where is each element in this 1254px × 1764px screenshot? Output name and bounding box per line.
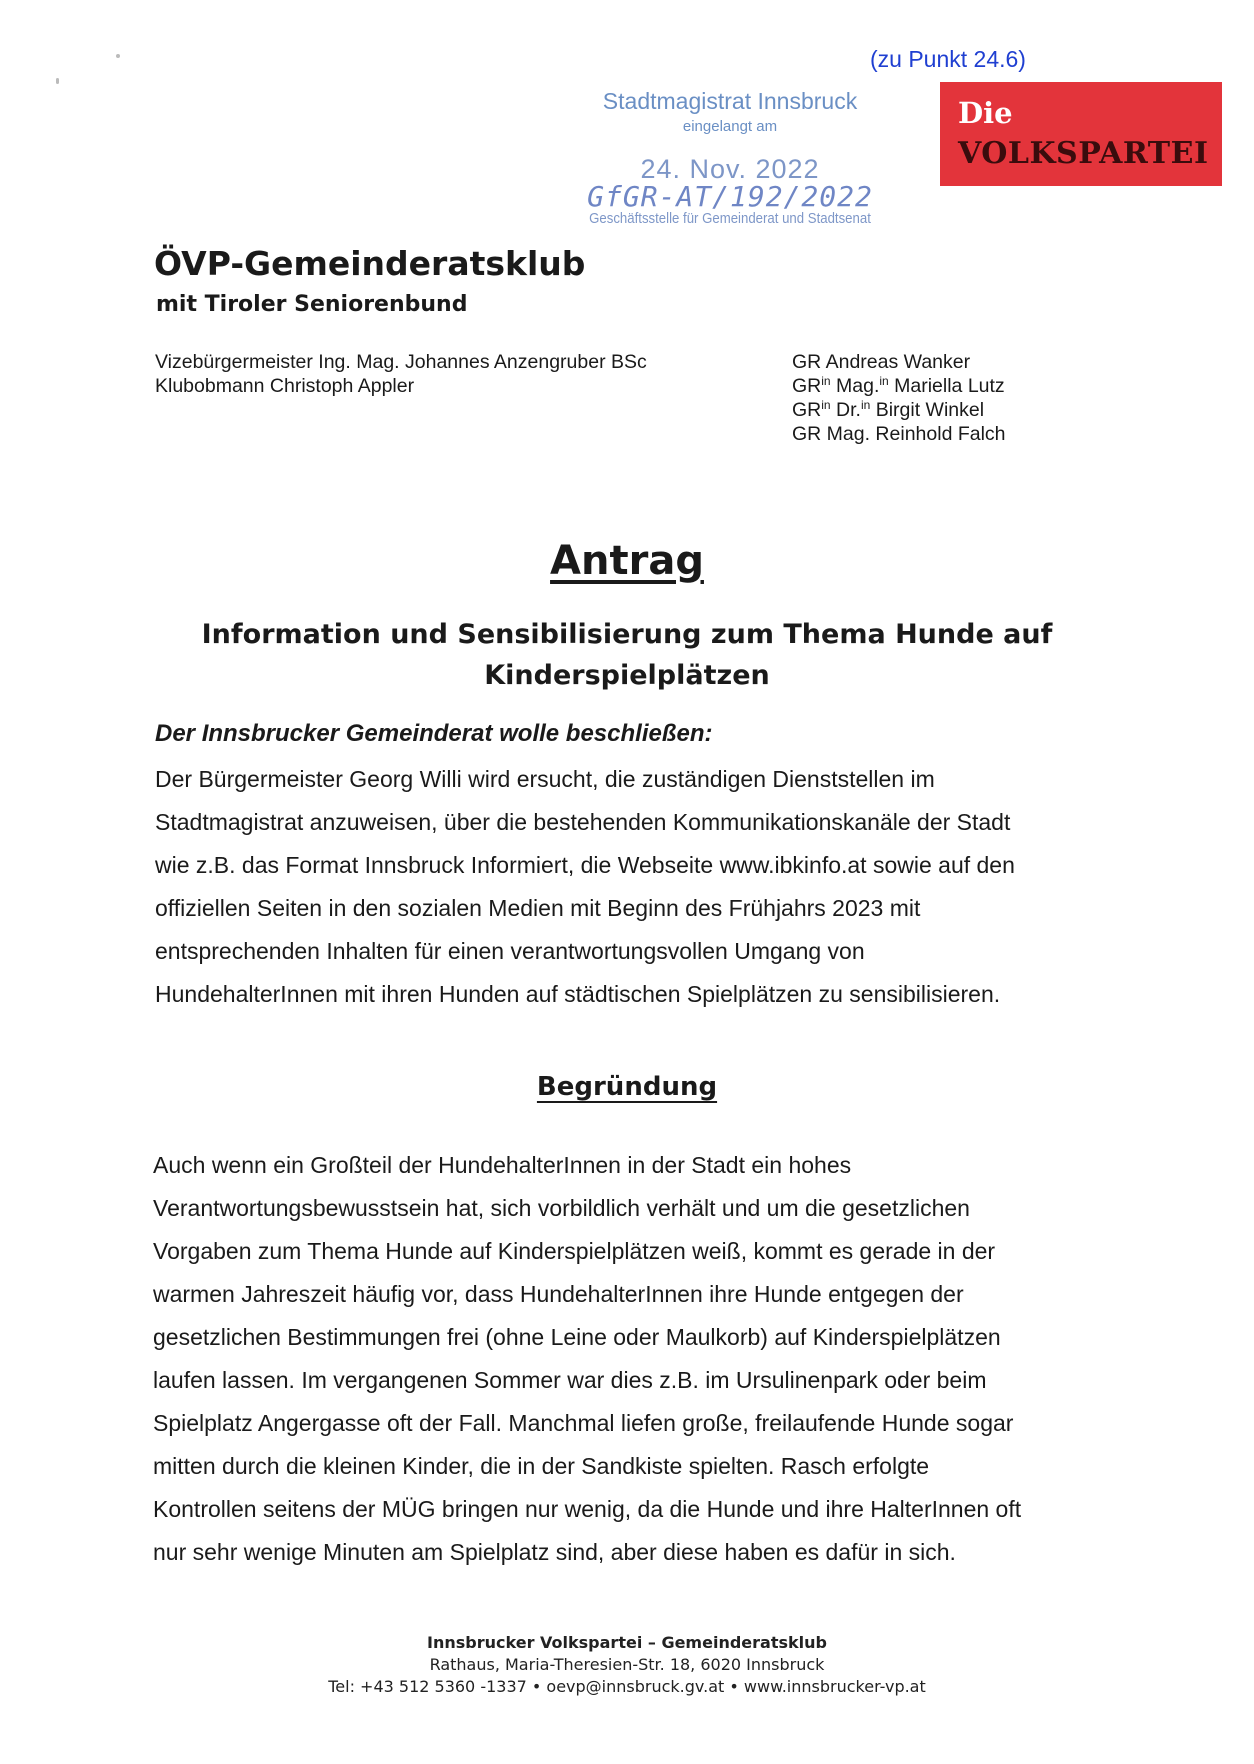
motion-intro: Der Innsbrucker Gemeinderat wolle beschließen: (155, 720, 713, 747)
member-line: GR Mag. Reinhold Falch (792, 423, 1006, 445)
text-line: Der Bürgermeister Georg Willi wird ersucht, die zuständigen Dienststellen im (155, 766, 935, 792)
scan-speck (56, 78, 59, 84)
member-line: Vizebürgermeister Ing. Mag. Johannes Anzengruber BSc (155, 351, 647, 373)
member-line: $GR^{in}$ Dr.$^{in}$ Birgit Winkel (792, 398, 985, 421)
reason-heading: Begründung (536, 1072, 718, 1102)
members-left (155, 350, 647, 398)
document-heading: Antrag (550, 538, 704, 584)
footer-address: Rathaus, Maria-Theresien-Str. 18, 6020 Innsbruck (429, 1655, 825, 1674)
stamp-reference: GfGR-AT/192/2022 (587, 180, 873, 213)
text-line: mitten durch die kleinen Kinder, die in der Sandkiste spielten. Rasch erfolgte (153, 1453, 930, 1479)
club-title: ÖVP-Gemeinderatsklub (154, 244, 586, 283)
text-line: Stadtmagistrat anzuweisen, über die bestehenden Kommunikationskanäle der Stadt (155, 809, 1011, 835)
text-line: Kontrollen seitens der MÜG bringen nur wenig, da die Hunde und ihre HalterInnen oft (153, 1496, 1022, 1522)
page-footer (0, 1632, 1254, 1698)
logo-line-1: Die (958, 96, 1013, 130)
motion-text (155, 758, 1015, 1016)
club-subtitle: mit Tiroler Seniorenbund (156, 292, 468, 317)
text-line: entsprechenden Inhalten für einen verantwortungsvollen Umgang von (155, 938, 865, 964)
receipt-stamp (560, 86, 900, 236)
member-line: $GR^{in}$ Mag.$^{in}$ Mariella Lutz (792, 374, 1005, 397)
scan-speck (116, 54, 120, 58)
member-line: Klubobmann Christoph Appler (155, 375, 415, 397)
text-line: Auch wenn ein Großteil der HundehalterInnen in der Stadt ein hohes (153, 1152, 852, 1178)
footer-org: Innsbrucker Volkspartei – Gemeinderatsklub (427, 1633, 827, 1652)
text-line: laufen lassen. Im vergangenen Sommer war dies z.B. im Ursulinenpark oder beim (153, 1367, 987, 1393)
text-line: nur sehr wenige Minuten am Spielplatz sind, aber diese haben es dafür in sich. (153, 1539, 956, 1565)
logo-line-2: VOLKSPARTEI (958, 136, 1209, 171)
party-logo (940, 82, 1222, 186)
footer-contact: Tel: +43 512 5360 -1337 • oevp@innsbruck.gv.at • www.innsbrucker-vp.at (328, 1677, 926, 1696)
text-line: Spielplatz Angergasse oft der Fall. Manchmal liefen große, freilaufende Hunde sogar (153, 1410, 1014, 1436)
agenda-reference: (zu Punkt 24.6) (870, 46, 1026, 72)
stamp-date: 24. Nov. 2022 (640, 154, 820, 184)
members-right (792, 350, 1006, 446)
text-line: gesetzlichen Bestimmungen frei (ohne Leine oder Maulkorb) auf Kinderspielplätzen (153, 1324, 1001, 1350)
text-line: warmen Jahreszeit häufig vor, dass HundehalterInnen ihre Hunde entgegen der (153, 1281, 964, 1307)
stamp-office: Geschäftsstelle für Gemeinderat und Stadtsenat (589, 210, 871, 227)
stamp-received-label: eingelangt am (682, 118, 778, 135)
text-line: Verantwortungsbewusstsein hat, sich vorbildlich verhält und um die gesetzlichen (153, 1195, 970, 1221)
member-line: GR Andreas Wanker (792, 351, 971, 373)
document-subject: Information und Sensibilisierung zum Thema Hunde auf Kinderspielplätzen (201, 619, 1053, 691)
reason-text (153, 1144, 1021, 1574)
text-line: Vorgaben zum Thema Hunde auf Kinderspielplätzen weiß, kommt es gerade in der (153, 1238, 996, 1264)
stamp-authority: Stadtmagistrat Innsbruck (602, 88, 858, 114)
text-line: offiziellen Seiten in den sozialen Medien mit Beginn des Frühjahrs 2023 mit (155, 895, 921, 921)
text-line: HundehalterInnen mit ihren Hunden auf städtischen Spielplätzen zu sensibilisieren. (155, 981, 1001, 1007)
text-line: wie z.B. das Format Innsbruck Informiert, die Webseite www.ibkinfo.at sowie auf den (155, 852, 1015, 878)
